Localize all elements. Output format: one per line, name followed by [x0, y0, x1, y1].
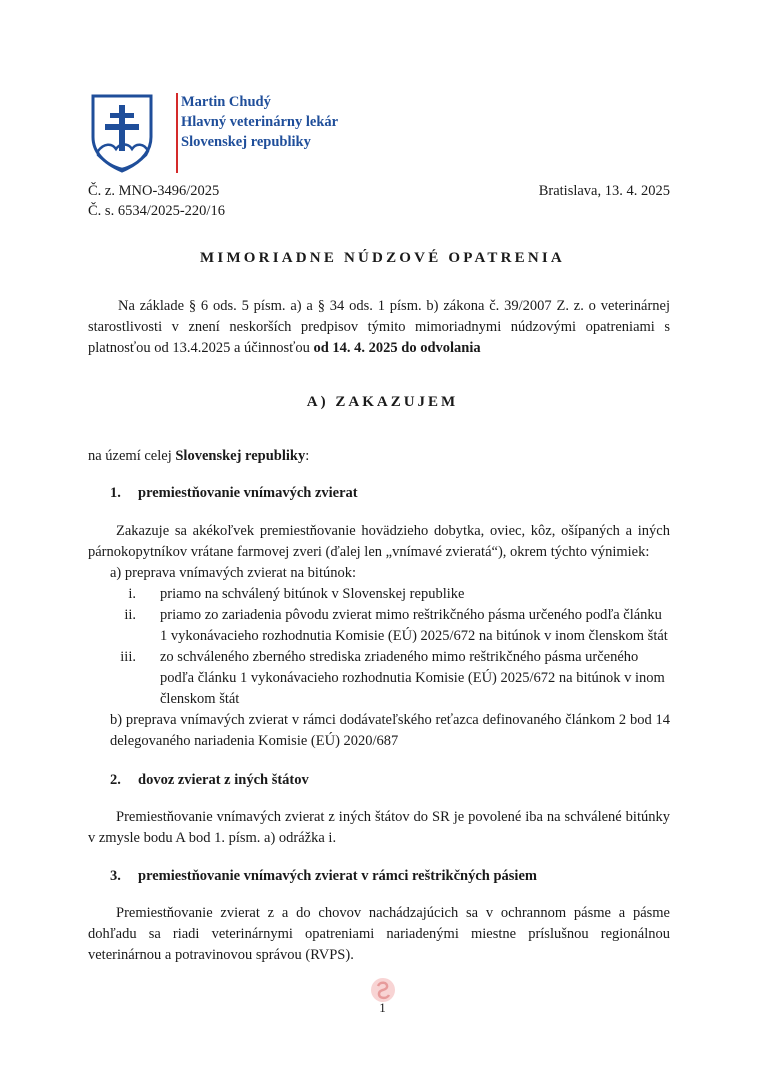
section-3-heading	[88, 866, 670, 887]
section-2-number: 2.	[110, 772, 121, 788]
slovak-coat-of-arms-icon	[90, 93, 154, 173]
issuer-country: Slovenskej republiky	[181, 134, 311, 150]
section-1-item-b: b) preprava vnímavých zvierat v rámci dodávateľského reťazca definovaného článkom 2 bod 14 delegovaného nariadenia Komisie (EÚ) 2020/687	[110, 712, 670, 749]
intro-text: Na základe § 6 ods. 5 písm. a) a § 34 ods. 1 písm. b) zákona č. 39/2007 Z. z. o veterinárnej starostlivosti v znení neskorších predpisov týmito mimoriadnymi núdzovými opatreniami s platnosťou od 13.4.2025 a účinnosťou	[88, 298, 670, 356]
roman-list	[88, 584, 670, 710]
list-item	[116, 584, 670, 605]
section-1-number: 1.	[110, 485, 121, 501]
page-number: 1	[379, 1000, 386, 1015]
place-date: Bratislava, 13. 4. 2025	[538, 183, 670, 199]
list-item-text: priamo na schválený bitúnok v Slovenskej republike	[160, 586, 465, 602]
section-1-item-a: a) preprava vnímavých zvierat na bitúnok:	[110, 565, 356, 581]
scope-suffix: :	[305, 448, 310, 464]
ref-cs: Č. s. 6534/2025-220/16	[88, 203, 225, 219]
list-item	[116, 605, 670, 647]
issuer-header	[181, 92, 338, 152]
ref-cz: Č. z. MNO-3496/2025	[88, 183, 220, 199]
intro-bold: od 14. 4. 2025 do odvolania	[313, 340, 481, 356]
section-2-heading	[88, 770, 670, 791]
list-item-text: zo schváleného zberného strediska zriadeného mimo reštrikčného pásma určeného podľa článku 1 vykonávacieho rozhodnutia Komisie (EÚ) 2025/672 na bitúnok v inom členskom štát	[160, 649, 665, 707]
list-item	[116, 647, 670, 710]
issuer-role: Hlavný veterinárny lekár	[181, 114, 339, 130]
list-item-number: ii.	[124, 607, 136, 623]
section-3-title: premiestňovanie vnímavých zvierat v rámci reštrikčných pásiem	[138, 868, 537, 884]
list-item-number: i.	[128, 586, 136, 602]
section-1-paragraph: Zakazuje sa akékoľvek premiestňovanie hovädzieho dobytka, oviec, kôz, ošípaných a iných párnokopytníkov vrátane farmovej zveri (ďalej len „vnímavé zvieratá“), okrem týchto výnimiek:	[88, 523, 670, 560]
issuer-name: Martin Chudý	[181, 94, 271, 110]
document-title: MIMORIADNE NÚDZOVÉ OPATRENIA	[200, 250, 565, 266]
header-divider	[176, 93, 178, 173]
section-1-heading	[88, 483, 670, 504]
scope-prefix: na území celej	[88, 448, 176, 464]
scope-bold: Slovenskej republiky	[175, 448, 306, 464]
reference-numbers	[88, 181, 225, 221]
section-1-title: premiestňovanie vnímavých zvierat	[138, 485, 358, 501]
section-3-number: 3.	[110, 868, 121, 884]
section-a-title: A) ZAKAZUJEM	[306, 394, 459, 410]
section-2-title: dovoz zvierat z iných štátov	[138, 772, 309, 788]
intro-paragraph	[88, 296, 670, 359]
list-item-number: iii.	[120, 649, 136, 665]
body-content	[88, 446, 670, 966]
scope-line	[88, 446, 670, 467]
list-item-text: priamo zo zariadenia pôvodu zvierat mimo reštrikčného pásma určeného podľa článku 1 vykonávacieho rozhodnutia Komisie (EÚ) 2025/672 na bitúnok v inom členskom štát	[160, 607, 668, 644]
section-3-paragraph: Premiestňovanie zvierat z a do chovov nachádzajúcich sa v ochrannom pásme a pásme dohľadu sa riadi veterinárnymi opatreniami nariadenými miestne príslušnou regionálnou veterinárnou a potravinovou správou (RVPS).	[88, 905, 670, 963]
section-2-paragraph: Premiestňovanie vnímavých zvierat z iných štátov do SR je povolené iba na schválené bitúnky v zmysle bodu A bod 1. písm. a) odrážka i.	[88, 809, 670, 846]
